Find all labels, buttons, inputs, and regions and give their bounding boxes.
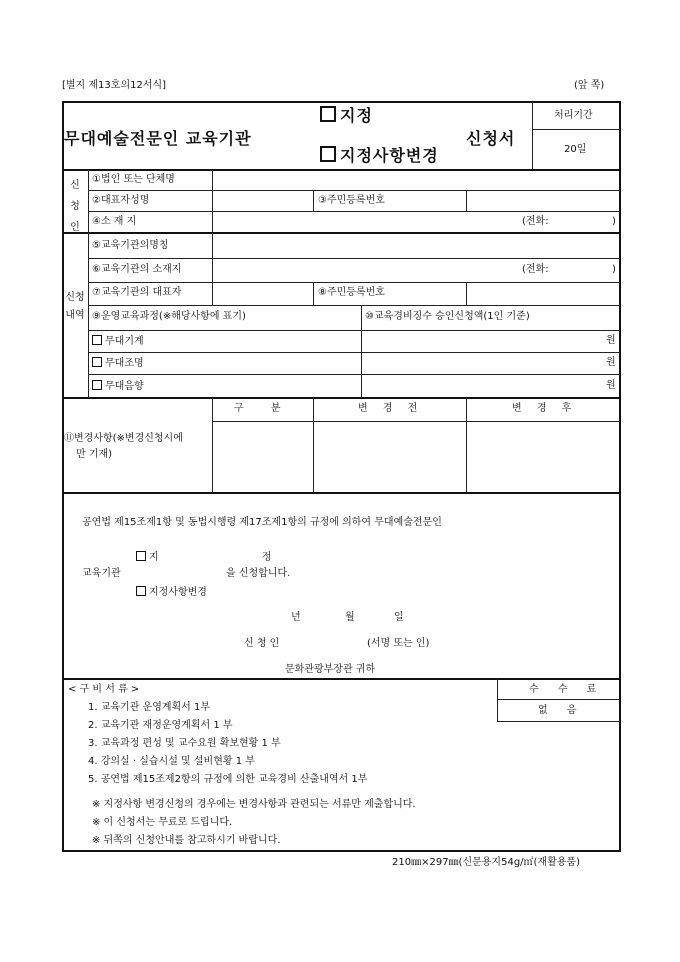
phone-label: (전화:: [522, 216, 549, 227]
paper-spec: 210㎜×297㎜(신문용지54g/㎡(재활용품): [392, 857, 580, 868]
date-day: 일: [394, 612, 404, 623]
date-year: 년: [291, 612, 301, 623]
title-bottom-border: [62, 169, 620, 171]
course-label: 무대기계: [105, 336, 144, 347]
title-option-designation[interactable]: [320, 106, 373, 126]
checkbox-icon[interactable]: [92, 380, 102, 390]
note-item: ※ 이 신청서는 무료로 드립니다.: [92, 817, 233, 828]
details-section-label: 신청내역: [65, 292, 85, 321]
statement-institution: 교육기관: [82, 568, 121, 579]
form-number: [별지 제13호의12서식]: [62, 80, 167, 91]
col-line: [212, 232, 213, 305]
document-item: 3. 교육과정 편성 및 교수요원 확보현황 1 부: [88, 738, 281, 749]
field-address: ④소 재 지: [92, 216, 137, 227]
field-org-name: ①법인 또는 단체명: [92, 174, 175, 185]
table-right-border: [619, 101, 621, 851]
row-line: [88, 374, 620, 375]
field-institution-name: ⑤교육기관의명칭: [92, 240, 169, 251]
title-divider: [532, 101, 533, 170]
row-line: [212, 421, 620, 422]
unit-won: 원: [606, 380, 616, 391]
field-institution-rep-id: ⑧주민등록번호: [318, 287, 385, 298]
section-line: [62, 678, 620, 680]
field-rep-id: ③주민등록번호: [318, 195, 385, 206]
col-type-header: 구 분: [234, 403, 293, 414]
field-institution-rep: ⑦교육기관의 대표자: [92, 287, 182, 298]
statement-option-change[interactable]: [136, 586, 207, 599]
document-item: 4. 강의실 · 실습시설 및 설비현황 1 부: [88, 756, 255, 767]
documents-title: < 구 비 서 류 >: [68, 684, 140, 695]
col-line: [466, 282, 467, 305]
law-statement: 공연법 제15조제1항 및 동법시행령 제17조제1항의 규정에 의하여 무대예술전문인: [82, 517, 442, 528]
fee-column-line: [497, 678, 498, 721]
row-line: [88, 190, 620, 191]
title-option-change[interactable]: [320, 146, 439, 166]
note-item: ※ 뒤쪽의 신청안내를 참고하시기 바랍니다.: [92, 835, 281, 846]
applicant-signature-label: 신 청 인: [244, 638, 280, 649]
statement-apply: 을 신청합니다.: [226, 568, 291, 579]
date-month: 월: [345, 612, 355, 623]
field-institution-address: ⑥교육기관의 소재지: [92, 264, 182, 275]
changes-label-line2: 만 기재): [76, 449, 113, 460]
processing-period-label: 처리기간: [554, 110, 593, 121]
unit-won: 원: [606, 335, 616, 346]
fee-value: 없 음: [538, 705, 585, 716]
section-line: [62, 232, 620, 234]
col-line: [313, 282, 314, 305]
fee-label: 수 수 료: [529, 684, 605, 695]
changes-label-line1: ⑪변경사항(※변경신청시에: [64, 433, 183, 444]
row-line: [497, 721, 620, 722]
row-line: [497, 699, 620, 700]
row-line: [88, 258, 620, 259]
statement-option-designation[interactable]: [136, 551, 322, 564]
phone-close: ): [612, 264, 616, 275]
row-line: [88, 211, 620, 212]
note-item: ※ 지정사항 변경신청의 경우에는 변경사항과 관련되는 서류만 제출합니다.: [92, 799, 416, 810]
option-label: 지 정: [149, 552, 322, 563]
course-label: 무대음향: [105, 381, 144, 392]
processing-period-value: 20일: [564, 144, 587, 155]
recipient: 문화관광부장관 귀하: [285, 664, 376, 675]
applicant-section-label: 신청인: [70, 180, 80, 233]
field-courses: ⑨운영교육과정(※해당사항에 표기): [92, 311, 246, 322]
section-line: [62, 492, 620, 494]
col-line: [313, 190, 314, 211]
phone-label: (전화:: [522, 264, 549, 275]
col-line: [313, 397, 314, 492]
checkbox-icon[interactable]: [320, 106, 336, 122]
col-line: [466, 397, 467, 492]
row-line: [88, 282, 620, 283]
checkbox-icon[interactable]: [92, 335, 102, 345]
label-column-line: [88, 169, 89, 397]
unit-won: 원: [606, 357, 616, 368]
checkbox-icon[interactable]: [320, 146, 336, 162]
document-item: 2. 교육기관 재정운영계획서 1 부: [88, 720, 233, 731]
phone-close: ): [612, 216, 616, 227]
section-line: [62, 397, 620, 399]
course-stage-sound[interactable]: [92, 380, 144, 393]
row-line: [88, 305, 620, 306]
row-line: [88, 352, 620, 353]
col-line: [212, 397, 213, 492]
col-before-header: 변 경 전: [358, 403, 424, 414]
document-item: 1. 교육기관 운영계획서 1부: [88, 702, 211, 713]
table-bottom-border: [62, 850, 621, 852]
course-stage-lighting[interactable]: [92, 357, 144, 370]
col-after-header: 변 경 후: [512, 403, 578, 414]
checkbox-icon[interactable]: [136, 586, 146, 596]
checkbox-icon[interactable]: [136, 551, 146, 561]
document-item: 5. 공연법 제15조제2항의 규정에 의한 교육경비 산출내역서 1부: [88, 774, 368, 785]
table-top-border: [62, 101, 620, 103]
checkbox-icon[interactable]: [92, 357, 102, 367]
field-rep-name: ②대표자성명: [92, 195, 150, 206]
col-line: [361, 305, 362, 397]
title-right: 신청서: [466, 129, 516, 148]
col-line: [466, 190, 467, 211]
signature-note: (서명 또는 인): [367, 638, 430, 649]
field-fee-amount: ⑩교육경비징수 승인신청액(1인 기준): [365, 311, 530, 322]
title-left: 무대예술전문인 교육기관: [64, 129, 252, 148]
option-label: 지정사항변경: [149, 587, 207, 598]
row-line: [88, 330, 620, 331]
course-stage-machinery[interactable]: [92, 335, 144, 348]
period-divider: [532, 129, 620, 130]
option-label: 지정사항변경: [340, 146, 439, 165]
option-label: 지정: [340, 106, 373, 125]
page-side: (앞 쪽): [574, 80, 605, 91]
col-line: [212, 169, 213, 232]
table-left-border: [62, 101, 64, 851]
course-label: 무대조명: [105, 358, 144, 369]
